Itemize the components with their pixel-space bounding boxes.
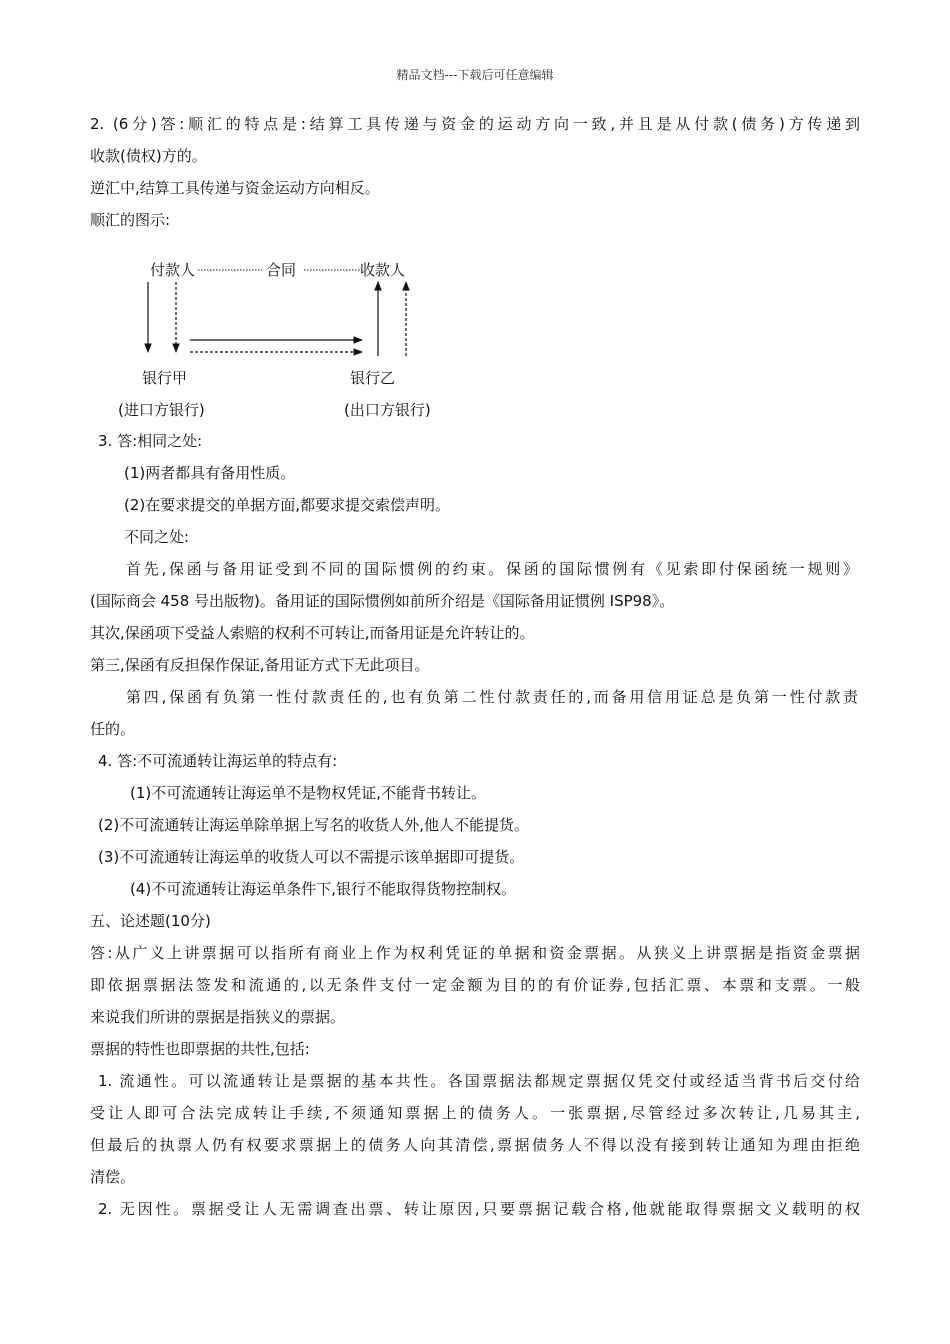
q3-diff-4b: 任的。 [90, 720, 136, 738]
q3-diff-1a: 首先,保函与备用证受到不同的国际惯例的约束。保函的国际惯例有《见索即付保函统一规则》 [126, 560, 858, 578]
q5-point-1-line-4: 清偿。 [90, 1168, 136, 1186]
diagram-payer-label: 付款人 [150, 261, 196, 279]
q5-point-1-line-1: 1. 流通性。可以流通转让是票据的基本共性。各国票据法都规定票据仅凭交付或经适当背书后交付给 [98, 1072, 860, 1090]
q5-point-1-line-3: 但最后的执票人仍有权要求票据上的债务人向其清偿,票据债务人不得以没有接到转让通知为理由拒绝 [90, 1136, 860, 1154]
diagram-payee-label: 收款人 [360, 261, 406, 279]
q2-line-2: 收款(债权)方的。 [90, 147, 207, 165]
q4-point-1: (1)不可流通转让海运单不是物权凭证,不能背书转让。 [130, 784, 487, 802]
diagram-contract-label: 合同 [266, 261, 297, 279]
q5-answer-4: 票据的特性也即票据的共性,包括: [90, 1040, 310, 1058]
q4-title: 4. 答:不可流通转让海运单的特点有: [98, 752, 338, 770]
q5-point-1-line-2: 受让人即可合法完成转让手续,不须通知票据上的债务人。一张票据,尽管经过多次转让,几易其主, [90, 1104, 860, 1122]
q5-answer-3: 来说我们所讲的票据是指狭义的票据。 [90, 1008, 346, 1026]
q3-diff-2: 其次,保函项下受益人索赔的权利不可转让,而备用证是允许转让的。 [90, 624, 535, 642]
q3-same-2: (2)在要求提交的单据方面,都要求提交索偿声明。 [124, 496, 451, 514]
q3-diff-1b: (国际商会 458 号出版物)。备用证的国际惯例如前所介绍是《国际备用证惯例 ISP98》。 [90, 592, 675, 610]
diagram-bank-b-label: 银行乙 [350, 369, 396, 387]
diagram-bank-a-label: 银行甲 [142, 369, 188, 387]
q5-point-2-line-1: 2. 无因性。票据受让人无需调查出票、转让原因,只要票据记载合格,他就能取得票据文义载明的权 [98, 1200, 860, 1218]
q3-diff-3: 第三,保函有反担保作保证,备用证方式下无此项目。 [90, 656, 430, 674]
diagram-bank-a-role: (进口方银行) [118, 401, 205, 419]
q3-title: 3. 答:相同之处: [98, 432, 203, 450]
diagram-bank-b-role: (出口方银行) [344, 401, 431, 419]
q5-answer-1: 答:从广义上讲票据可以指所有商业上作为权利凭证的单据和资金票据。从狭义上讲票据是指资金票据 [90, 944, 860, 962]
q5-answer-2: 即依据票据法签发和流通的,以无条件支付一定金额为目的的有价证券,包括汇票、本票和支票。一般 [90, 976, 860, 994]
q3-diff-title: 不同之处: [124, 528, 190, 546]
q2-line-3: 逆汇中,结算工具传递与资金运动方向相反。 [90, 179, 380, 197]
q5-title: 五、论述题(10分) [90, 912, 211, 930]
q2-line-1: 2. (6分)答:顺汇的特点是:结算工具传递与资金的运动方向一致,并且是从付款(债务)方传递到 [90, 115, 860, 133]
q4-point-3: (3)不可流通转让海运单的收货人可以不需提示该单据即可提货。 [98, 848, 525, 866]
q4-point-2: (2)不可流通转让海运单除单据上写名的收货人外,他人不能提货。 [98, 816, 530, 834]
page-header: 精品文档---下载后可任意编辑 [396, 68, 554, 82]
q2-line-4: 顺汇的图示: [90, 211, 171, 229]
q4-point-4: (4)不可流通转让海运单条件下,银行不能取得货物控制权。 [130, 880, 517, 898]
q3-same-1: (1)两者都具有备用性质。 [124, 464, 296, 482]
q3-diff-4a: 第四,保函有负第一性付款责任的,也有负第二性付款责任的,而备用信用证总是负第一性付款责 [126, 688, 858, 706]
